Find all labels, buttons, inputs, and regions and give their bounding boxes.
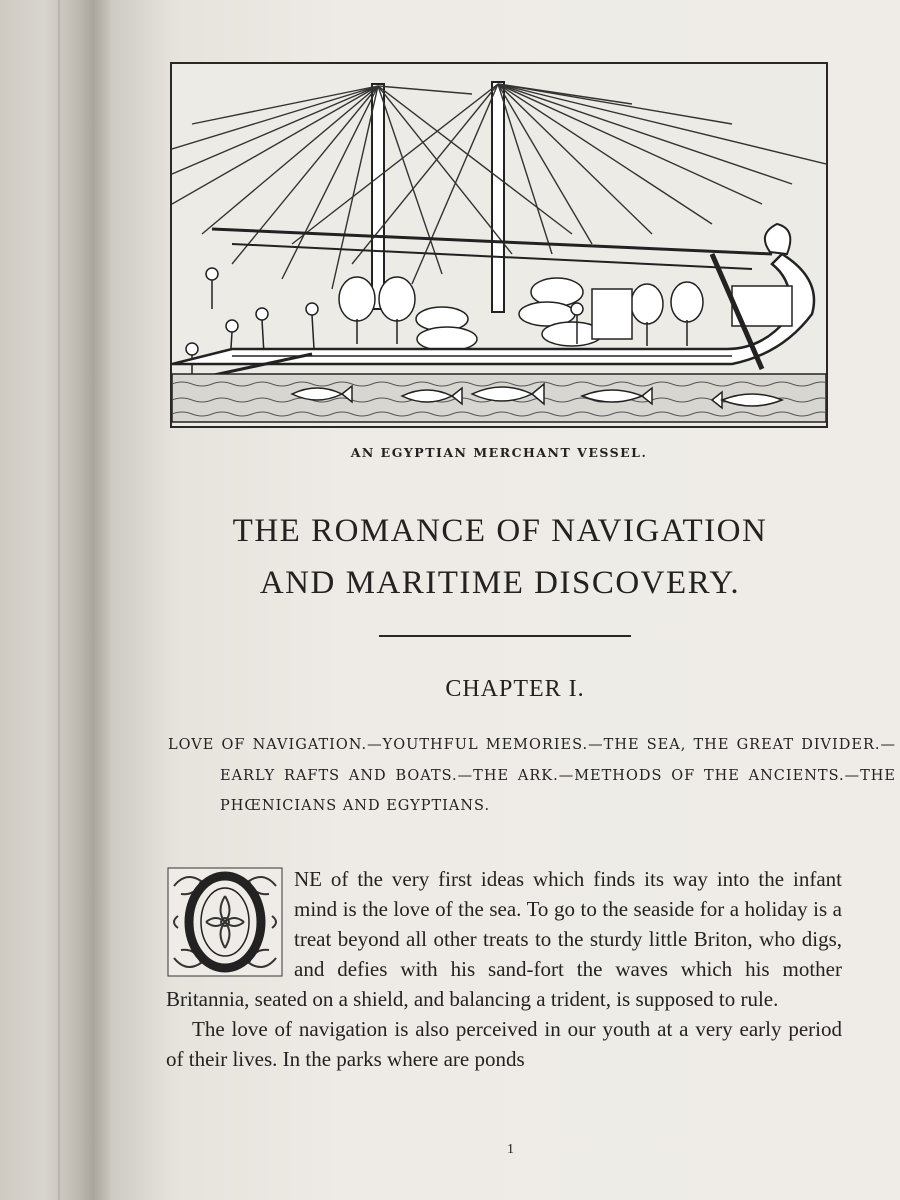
chapter-synopsis: LOVE OF NAVIGATION.—YOUTHFUL MEMORIES.—THE SEA, THE GREAT DIVIDER.—EARLY RAFTS AND BOATS.—THE ARK.—METHODS OF THE ANCIENTS.—THE PHŒNICIANS AND EGYPTIANS.	[168, 737, 896, 814]
decorated-initial-o	[166, 866, 284, 978]
egyptian-ship-engraving	[170, 62, 828, 428]
plate-caption: AN EGYPTIAN MERCHANT VESSEL.	[350, 445, 648, 460]
title-divider-rule	[379, 635, 631, 637]
book-spine-shadow	[0, 0, 110, 1200]
book-page	[110, 0, 900, 1200]
paragraph-2: The love of navigation is also perceived in our youth at a very early period of their lives. In the parks where are ponds	[166, 1017, 842, 1071]
chapter-heading: CHAPTER I.	[445, 676, 585, 702]
book-title-line-1: THE ROMANCE OF NAVIGATION	[232, 513, 768, 549]
ship-illustration	[172, 64, 826, 426]
page-number: 1	[507, 1142, 514, 1157]
chapter-body	[166, 864, 842, 1074]
paragraph-1	[166, 864, 842, 1014]
book-title	[150, 505, 850, 609]
left-page-edge	[58, 0, 60, 1200]
initial-letter: O	[166, 866, 167, 867]
paragraph-1-text: NE of the very first ideas which finds its way into the infant mind is the love of the sea. To go to the seaside for a holiday is a treat beyond all other treats to the sturdy little Briton, who digs, and defies with his sand-fort the waves which his mother Britannia, seated on a shield, and balancing a trident, is supposed to rule.	[166, 867, 842, 1011]
book-title-line-2: AND MARITIME DISCOVERY.	[259, 565, 741, 601]
